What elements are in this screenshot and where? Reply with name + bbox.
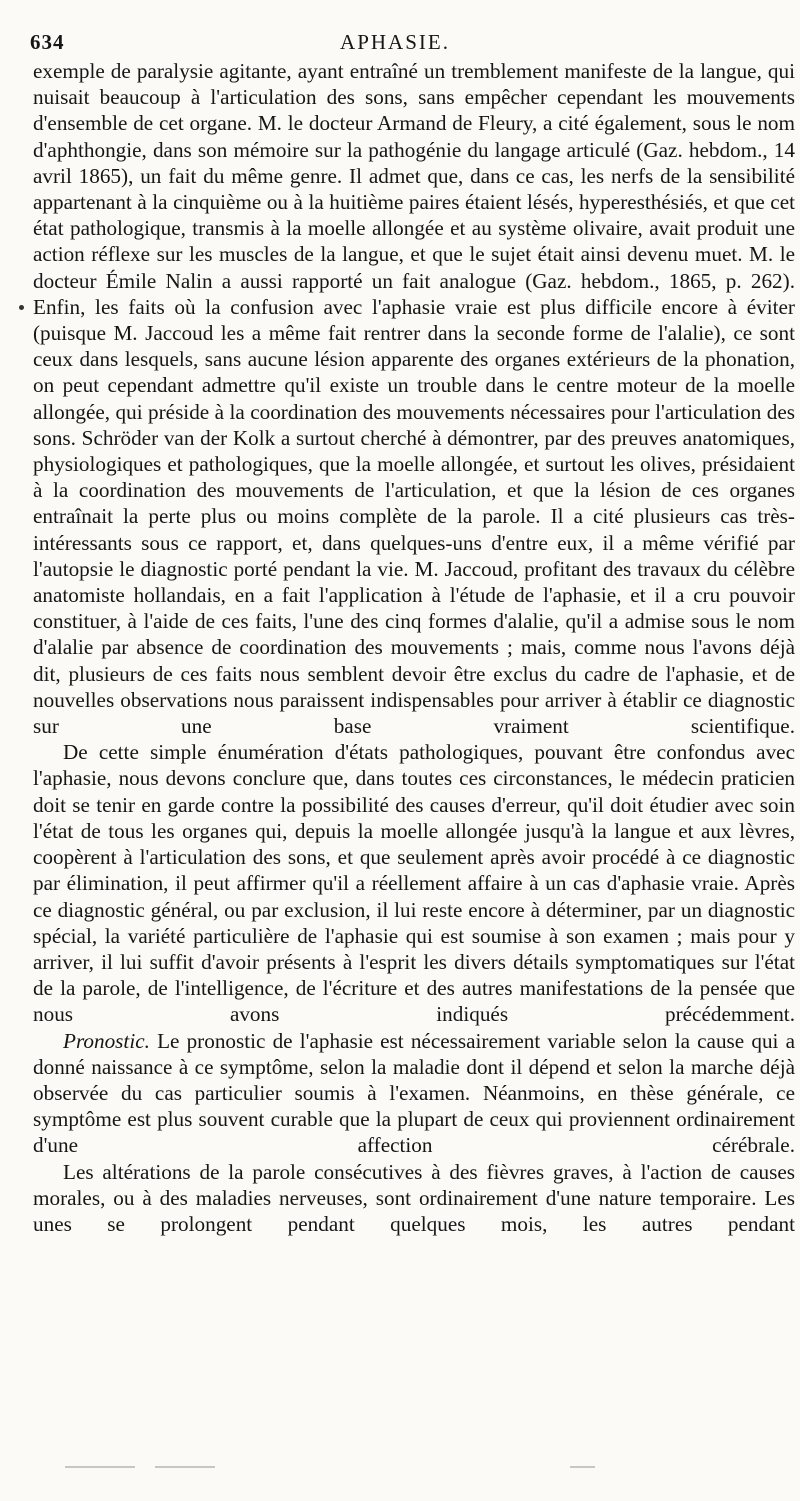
bottom-smudge <box>65 1466 755 1470</box>
paragraph-diagnostic-conclusion: De cette simple énumération d'états pathologiques, pouvant être confondus avec l'aphasie, nous devons conclure que, dans toutes ces circonstances, le médecin praticien doit se tenir en garde contre la possibilité des causes d'erreur, qu'il doit étudier avec soin l'état de tous les organes qui, depuis la moelle allongée jusqu'à la langue et aux lèvres, coopèrent à l'articulation des sons, et que seulement après avoir procédé à ce diagnostic par élimination, il peut affirmer qu'il a réellement affaire à un cas d'aphasie vraie. Après ce diagnostic général, ou par exclusion, il lui reste encore à déterminer, par un diagnostic spécial, la variété particulière de l'aphasie qui est soumise à son examen ; mais pour y arriver, il lui suffit d'avoir présents à l'esprit les divers détails symptomatiques sur l'état de la parole, de l'intelligence, de l'écriture et des autres manifestations de la pensée que nous avons indiqués précédemment. <box>33 740 795 1027</box>
pronostic-heading: Pronostic. <box>63 1028 150 1053</box>
margin-mark <box>19 305 24 310</box>
page-number: 634 <box>30 30 65 54</box>
page-header <box>30 30 760 58</box>
body-text <box>33 58 795 1237</box>
paragraph-aphthongie-and-coordination: exemple de paralysie agitante, ayant entraîné un tremblement manifeste de la langue, qui nuisait beaucoup à l'articulation des sons, sans empêcher cependant les mouvements d'ensemble de cet organe. M. le docteur Armand de Fleury, a cité également, sous le nom d'aphthongie, dans son mémoire sur la pathogénie du langage articulé (Gaz. hebdom., 14 avril 1865), un fait du même genre. Il admet que, dans ce cas, les nerfs de la sensibilité appartenant à la cinquième ou à la huitième paires étaient lésés, hyperesthésiés, et que cet état pathologique, transmis à la moelle allongée et au système olivaire, avait produit une action réflexe sur les muscles de la langue, et que le sujet était ainsi devenu muet. M. le docteur Émile Nalin a aussi rapporté un fait analogue (Gaz. hebdom., 1865, p. 262). Enfin, les faits où la confusion avec l'aphasie vraie est plus difficile encore à éviter (puisque M. Jaccoud les a même fait rentrer dans la seconde forme de l'alalie), ce sont ceux dans lesquels, sans aucune lésion apparente des organes extérieurs de la phonation, on peut cependant admettre qu'il existe un trouble dans le centre moteur de la moelle allongée, qui préside à la coordination des mouvements nécessaires pour l'articulation des sons. Schröder van der Kolk a surtout cherché à démontrer, par des preuves anatomiques, physiologiques et pathologiques, que la moelle allongée, et surtout les olives, présidaient à la coordination des mouvements de l'articulation, et que la lésion de ces organes entraînait la perte plus ou moins complète de la parole. Il a cité plusieurs cas très-intéressants sous ce rapport, et, dans quelques-uns d'entre eux, il a même vérifié par l'autopsie le diagnostic porté pendant la vie. M. Jaccoud, profitant des travaux du célèbre anatomiste hollandais, en a fait l'application à l'étude de l'aphasie, et il a cru pouvoir constituer, à l'aide de ces faits, l'une des cinq formes d'alalie, qu'il a admise sous le nom d'alalie par absence de coordination des mouvements ; mais, comme nous l'avons déjà dit, plusieurs de ces faits nous semblent devoir être exclus du cadre de l'aphasie, et de nouvelles observations nous paraissent indispensables pour arriver à établir ce diagnostic sur une base vraiment scientifique. <box>33 59 795 739</box>
paragraph-pronostic <box>33 1028 795 1159</box>
pronostic-text: Le pronostic de l'aphasie est nécessairement variable selon la cause qui a donné naissance à ce symptôme, selon la maladie dont il dépend et selon la marche déjà observée du cas particulier soumis à l'examen. Néanmoins, en thèse générale, ce symptôme est plus souvent curable que la plupart de ceux qui proviennent ordinairement d'une affection cérébrale. <box>33 1028 795 1158</box>
paragraph-alterations: Les altérations de la parole consécutives à des fièvres graves, à l'action de causes morales, ou à des maladies nerveuses, sont ordinairement d'une nature temporaire. Les unes se prolongent pendant quelques mois, les autres pendant <box>33 1159 795 1236</box>
running-title: APHASIE. <box>340 30 450 54</box>
